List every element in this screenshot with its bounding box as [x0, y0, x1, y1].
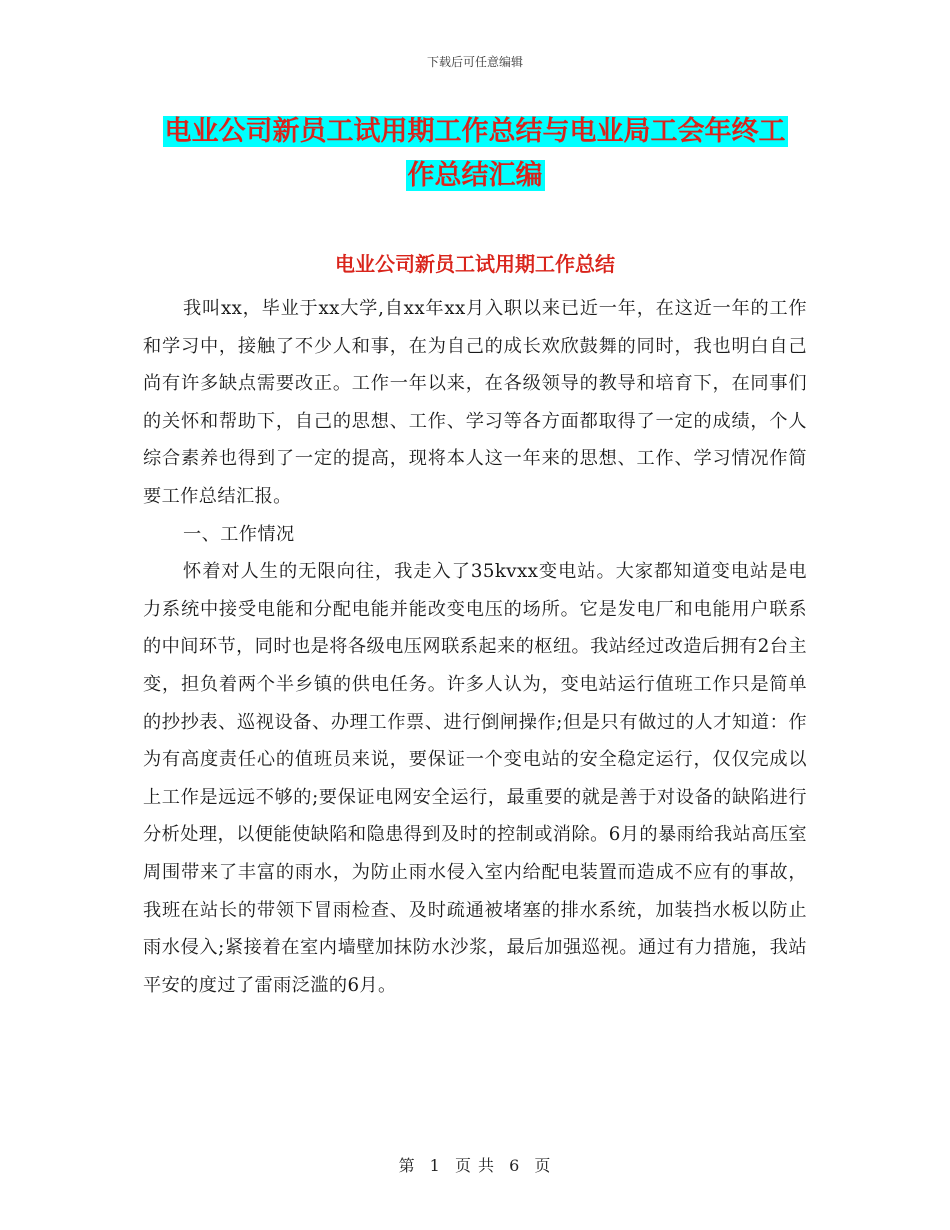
footer-suffix: 页	[534, 1156, 552, 1175]
paragraph-heading-work: 一、工作情况	[183, 523, 295, 545]
footer-page-number: 1	[429, 1156, 441, 1175]
document-title-line2: 作总结汇编	[407, 160, 543, 191]
header-note: 下载后可任意编辑	[426, 55, 523, 69]
document-title-line1: 电业公司新员工试用期工作总结与电业局工会年终工	[164, 116, 786, 147]
page-footer	[0, 1153, 950, 1176]
footer-middle: 页 共	[454, 1156, 496, 1175]
footer-prefix: 第	[398, 1156, 416, 1175]
paragraph-intro: 我叫xx，毕业于xx大学,自xx年xx月入职以来已近一年，在这近一年的工作和学习中，接触了不少人和事，在为自己的成长欢欣鼓舞的同时，我也明白自己尚有许多缺点需要改正。工作一年以来，在各级领导的教导和培育下，在同事们的关怀和帮助下，自己的思想、工作、学习等各方面都取得了一定的成绩，个人综合素养也得到了一定的提高，现将本人这一年来的思想、工作、学习情况作简要工作总结汇报。	[143, 298, 807, 507]
section-title: 电业公司新员工试用期工作总结	[335, 252, 615, 276]
paragraph-work-details: 怀着对人生的无限向往，我走入了35kvxx变电站。大家都知道变电站是电力系统中接受电能和分配电能并能改变电压的场所。它是发电厂和电能用户联系的中间环节，同时也是将各级电压网联系起来的枢纽。我站经过改造后拥有2台主变，担负着两个半乡镇的供电任务。许多人认为，变电站运行值班工作只是简单的抄抄表、巡视设备、办理工作票、进行倒闸操作;但是只有做过的人才知道：作为有高度责任心的值班员来说，要保证一个变电站的安全稳定运行，仅仅完成以上工作是远远不够的;要保证电网安全运行，最重要的就是善于对设备的缺陷进行分析处理，以便能使缺陷和隐患得到及时的控制或消除。6月的暴雨给我站高压室周围带来了丰富的雨水，为防止雨水侵入室内给配电装置而造成不应有的事故，我班在站长的带领下冒雨检查、及时疏通被堵塞的排水系统，加装挡水板以防止雨水侵入;紧接着在室内墙壁加抹防水沙浆，最后加强巡视。通过有力措施，我站平安的度过了雷雨泛滥的6月。	[143, 561, 807, 996]
document-body	[143, 290, 807, 1004]
footer-total-pages: 6	[509, 1156, 521, 1175]
document-title	[140, 110, 810, 198]
